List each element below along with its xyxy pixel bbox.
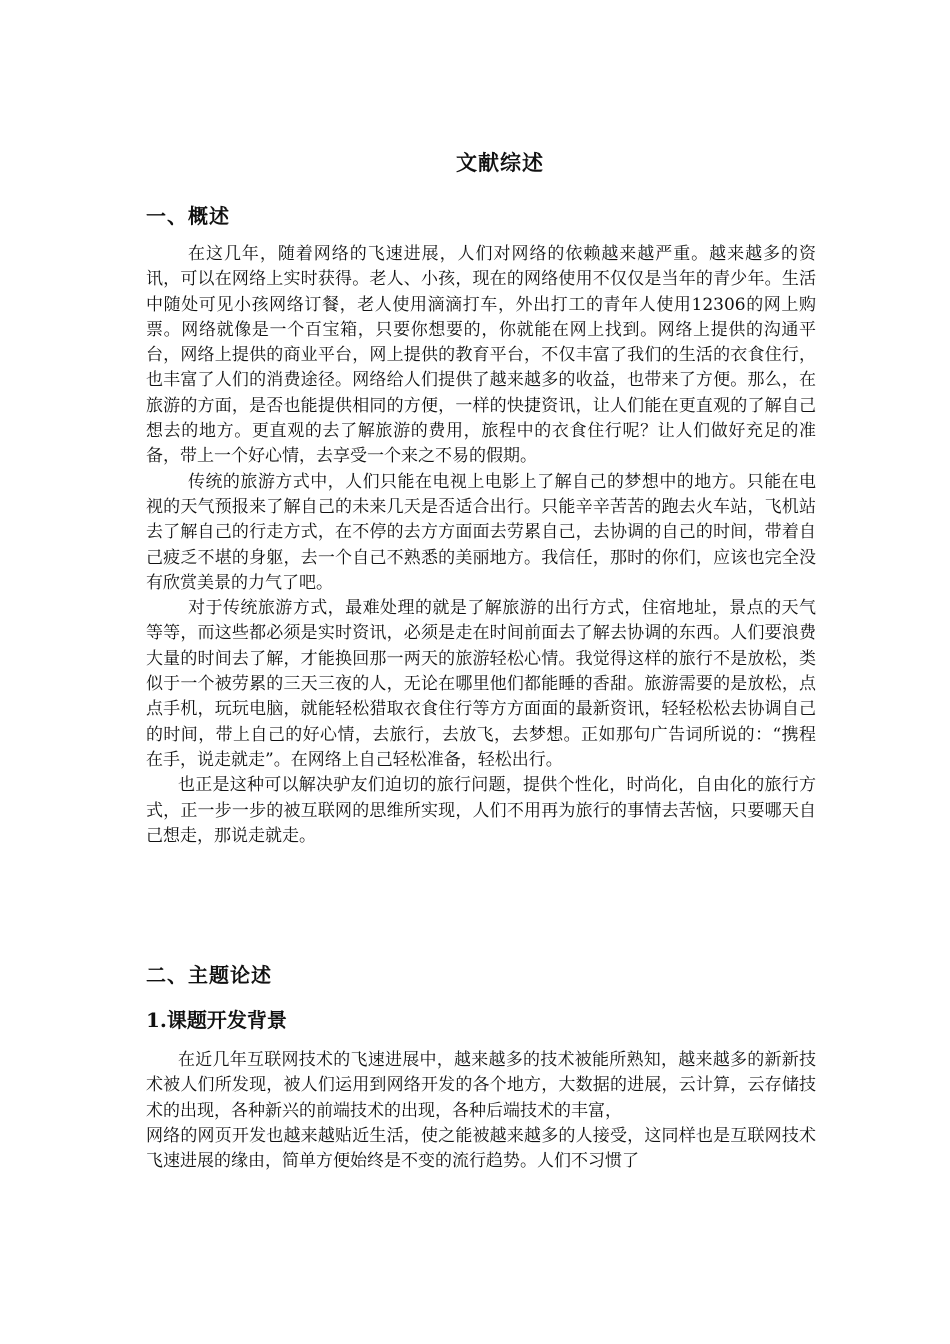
paragraph: 对于传统旅游方式，最难处理的就是了解旅游的出行方式，住宿地址，景点的天气等等，而这些都必须是实时资讯，必须是走在时间前面去了解去协调的东西。人们要浪费大量的时间去了解，才能换回那一两天的旅游轻松心情。我觉得这样的旅行不是放松，类似于一个被劳累的三天三夜的人，无论在哪里他们都能睡的香甜。旅游需要的是放松，点点手机，玩玩电脑，就能轻松猎取衣食住行等方方面面的最新资讯，轻轻松松去协调自己的时间，带上自己的好心情，去旅行，去放飞，去梦想。正如那句广告词所说的：“携程在手，说走就走”。在网络上自己轻松准备，轻松出行。 bbox=[146, 598, 816, 770]
paragraph: 网络的网页开发也越来越贴近生活，使之能被越来越多的人接受，这同样也是互联网技术飞速进展的缘由，简单方便始终是不变的流行趋势。人们不习惯了 bbox=[146, 1125, 816, 1172]
background-body bbox=[146, 1048, 816, 1174]
section-heading-overview: 一、概述 bbox=[146, 204, 230, 228]
section-heading-topic: 二、主题论述 bbox=[146, 963, 272, 987]
overview-body bbox=[146, 242, 816, 849]
document-title: 文献综述 bbox=[456, 150, 544, 175]
paragraph: 在这几年，随着网络的飞速进展，人们对网络的依赖越来越严重。越来越多的资讯，可以在网络上实时获得。老人、小孩，现在的网络使用不仅仅是当年的青少年。生活中随处可见小孩网络订餐，老人使用滴滴打车，外出打工的青年人使用12306的网上购票。网络就像是一个百宝箱，只要你想要的，你就能在网上找到。网络上提供的沟通平台，网络上提供的商业平台，网上提供的教育平台，不仅丰富了我们的生活的衣食住行，也丰富了人们的消费途径。网络给人们提供了越来越多的收益，也带来了方便。那么，在旅游的方面，是否也能提供相同的方便，一样的快捷资讯，让人们能在更直观的了解自己想去的地方。更直观的去了解旅游的费用，旅程中的衣食住行呢？让人们做好充足的准备，带上一个好心情，去享受一个来之不易的假期。 bbox=[146, 244, 816, 467]
subsection-heading-background: 1.课题开发背景 bbox=[146, 1008, 287, 1032]
paragraph: 传统的旅游方式中，人们只能在电视上电影上了解自己的梦想中的地方。只能在电视的天气预报来了解自己的未来几天是否适合出行。只能辛辛苦苦的跑去火车站，飞机站去了解自己的行走方式，在不停的去方方面面去劳累自己，去协调的自己的时间，带着自己疲乏不堪的身躯，去一个自己不熟悉的美丽地方。我信任，那时的你们，应该也完全没有欣赏美景的力气了吧。 bbox=[146, 471, 816, 593]
paragraph: 也正是这种可以解决驴友们迫切的旅行问题，提供个性化，时尚化，自由化的旅行方式，正一步一步的被互联网的思维所实现，人们不用再为旅行的事情去苦恼，只要哪天自己想走，那说走就走。 bbox=[146, 775, 816, 846]
paragraph: 在近几年互联网技术的飞速进展中，越来越多的技术被能所熟知，越来越多的新新技术被人们所发现，被人们运用到网络开发的各个地方，大数据的进展，云计算，云存储技术的出现，各种新兴的前端技术的出现，各种后端技术的丰富， bbox=[146, 1050, 816, 1121]
